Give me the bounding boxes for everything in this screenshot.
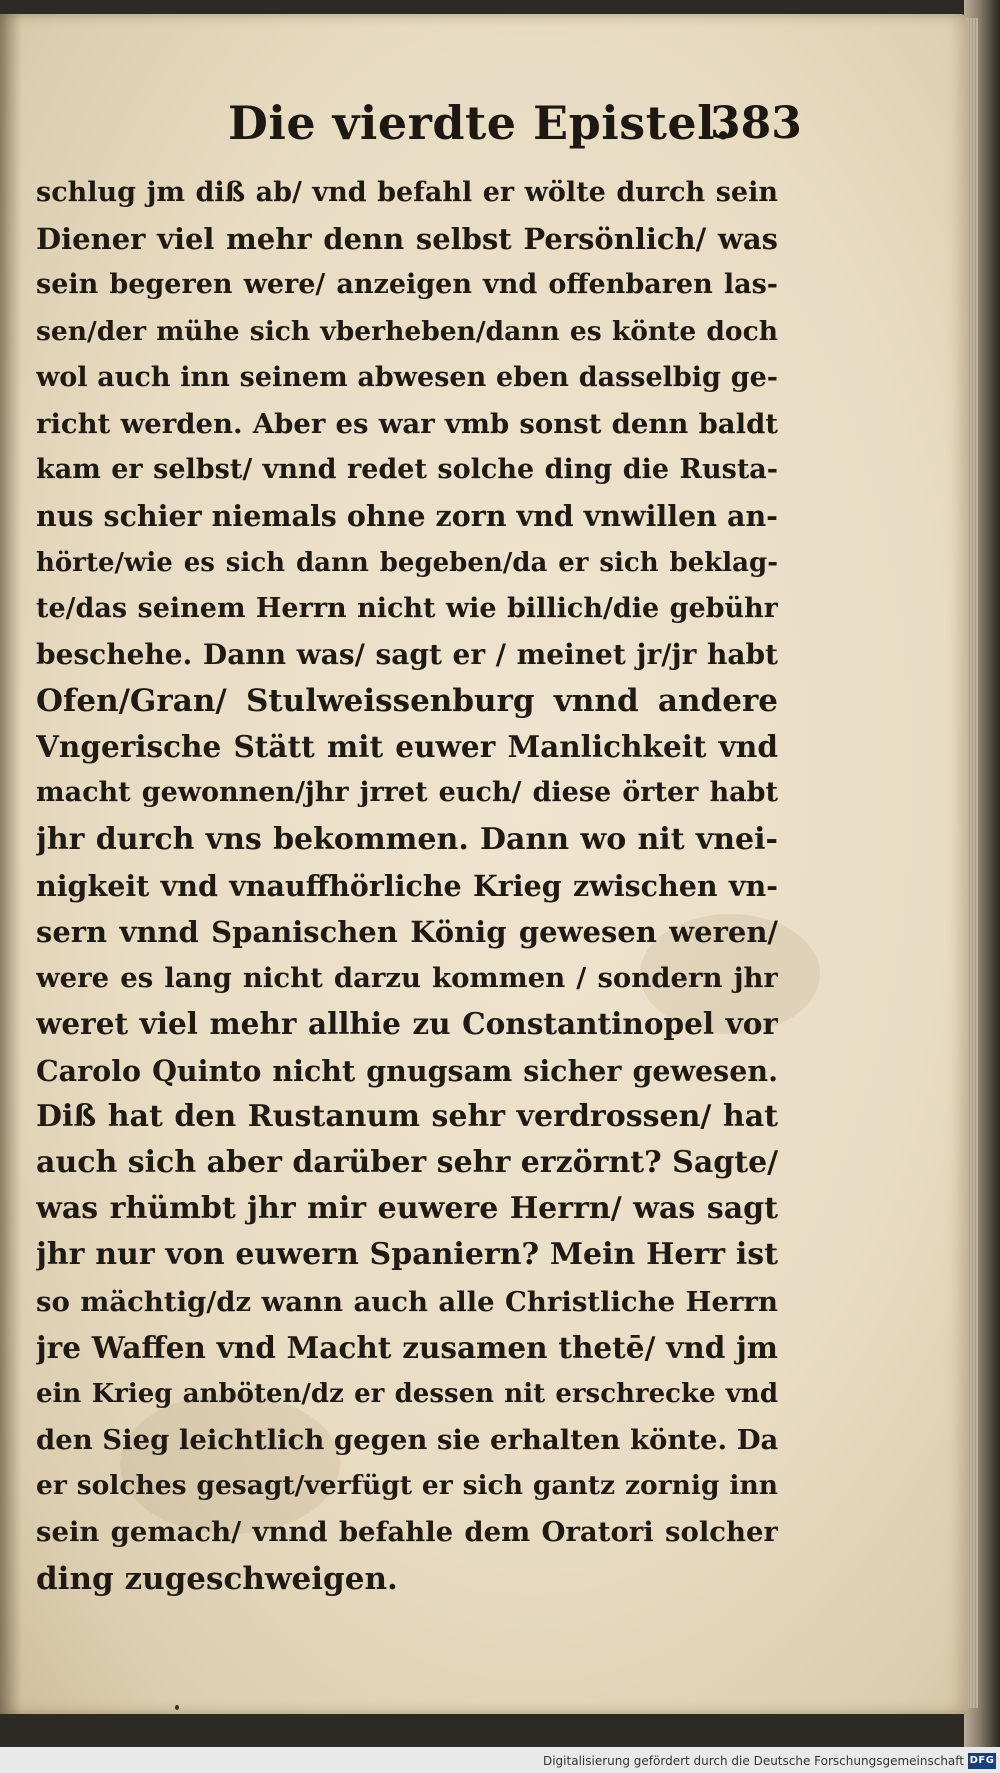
ink-speck: [175, 1705, 179, 1710]
text-line: richt werden. Aber es war vmb sonst denn baldt: [36, 407, 778, 440]
text-line: ein Krieg anböten/dz er dessen nit erschrecke vnd: [36, 1378, 778, 1409]
text-line: so mächtig/dz wann auch alle Christliche Herrn: [36, 1285, 778, 1318]
text-line: ding zugeschweigen.: [36, 1560, 398, 1597]
text-line: te/das seinem Herrn nicht wie billich/die gebühr: [36, 592, 778, 624]
text-line: sen/der mühe sich vberheben/dann es könte doch: [36, 315, 778, 347]
text-line: er solches gesagt/verfügt er sich gantz zornig inn: [36, 1470, 778, 1502]
text-line: den Sieg leichtlich gegen sie erhalten könte. Da: [36, 1424, 778, 1457]
text-line: beschehe. Dann was/ sagt er / meinet jr/jr habt: [36, 637, 778, 671]
text-line: wol auch inn seinem abwesen eben dasselbig ge-: [36, 361, 778, 393]
text-line: Vngerische Stätt mit euwer Manlichkeit vnd: [36, 729, 778, 765]
dfg-logo: DFG: [968, 1753, 996, 1769]
funding-credit: Digitalisierung gefördert durch die Deutsche Forschungsgemeinschaft: [542, 1754, 964, 1768]
text-line: macht gewonnen/jhr jrret euch/ diese örter habt: [36, 777, 778, 809]
digitization-footer: [0, 1747, 1000, 1773]
text-line: Carolo Quinto nicht gnugsam sicher gewesen.: [36, 1053, 778, 1088]
text-line: auch sich aber darüber sehr erzörnt? Sagte/: [36, 1144, 778, 1180]
text-line: jre Waffen vnd Macht zusamen thetē/ vnd jm: [36, 1329, 778, 1365]
book-page: [0, 14, 968, 1714]
text-line: Diener viel mehr denn selbst Persönlich/ was: [36, 222, 778, 257]
page-header: [0, 96, 968, 166]
text-line: hörte/wie es sich dann begeben/da er sich beklag-: [36, 547, 778, 578]
page-number: 383: [710, 98, 802, 149]
text-line: sern vnnd Spanischen König gewesen weren/: [36, 915, 778, 949]
text-line: jhr durch vns bekommen. Dann wo nit vnei-: [36, 821, 778, 857]
text-line: nus schier niemals ohne zorn vnd vnwillen an-: [36, 499, 778, 534]
text-line: nigkeit vnd vnauffhörliche Krieg zwischen vn-: [36, 868, 778, 903]
text-line: jhr nur von euwern Spaniern? Mein Herr ist: [36, 1237, 778, 1273]
running-title: Die vierdte Epistel.: [228, 96, 732, 150]
text-line: weret viel mehr allhie zu Constantinopel vor: [36, 1006, 778, 1042]
text-line: Ofen/Gran/ Stulweissenburg vnnd andere: [36, 683, 778, 720]
text-line: sein gemach/ vnnd befahle dem Oratori solcher: [36, 1516, 778, 1549]
text-line: kam er selbst/ vnnd redet solche ding die Rusta-: [36, 454, 778, 486]
gutter-shadow: [0, 14, 22, 1714]
text-line: Diß hat den Rustanum sehr verdrossen/ hat: [36, 1098, 778, 1134]
text-line: were es lang nicht darzu kommen / sondern jhr: [36, 962, 778, 995]
body-text: [36, 170, 778, 1602]
text-line: sein begeren were/ anzeigen vnd offenbaren las-: [36, 269, 778, 301]
text-line: was rhümbt jhr mir euwere Herrn/ was sagt: [36, 1191, 778, 1227]
text-line: schlug jm diß ab/ vnd befahl er wölte durch sein: [36, 177, 778, 208]
